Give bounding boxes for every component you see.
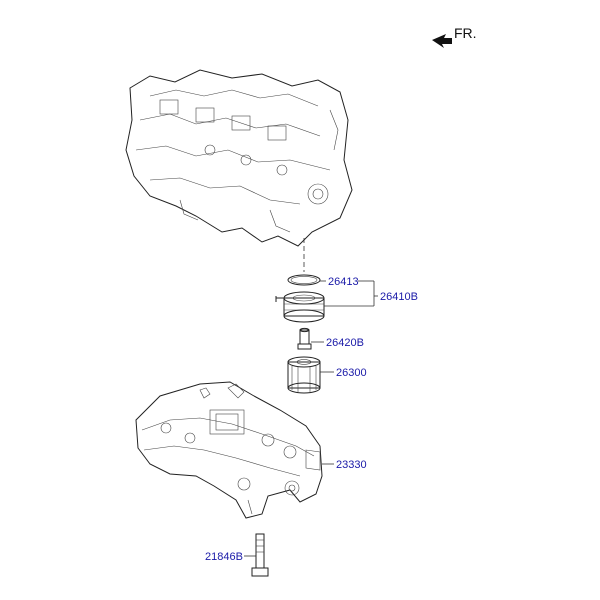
oil-filter-part — [288, 357, 320, 393]
bolt-part — [252, 534, 268, 576]
o-ring-part — [288, 275, 320, 285]
engine-block — [126, 70, 352, 246]
front-direction-indicator — [432, 25, 477, 48]
part-label-26410B[interactable]: 26410B — [380, 291, 418, 303]
part-label-26300[interactable]: 26300 — [336, 367, 367, 379]
part-label-23330[interactable]: 23330 — [336, 459, 367, 471]
part-label-26413[interactable]: 26413 — [328, 276, 359, 288]
leader-lines — [244, 281, 378, 556]
front-direction-arrow-icon — [432, 34, 452, 48]
front-direction-label: FR. — [454, 25, 477, 41]
oil-pump-module-part — [136, 382, 322, 518]
connector-bolt-part — [298, 328, 311, 349]
part-label-21846B[interactable]: 21846B — [205, 551, 243, 563]
oil-cooler-part — [276, 292, 324, 322]
part-label-26420B[interactable]: 26420B — [326, 337, 364, 349]
